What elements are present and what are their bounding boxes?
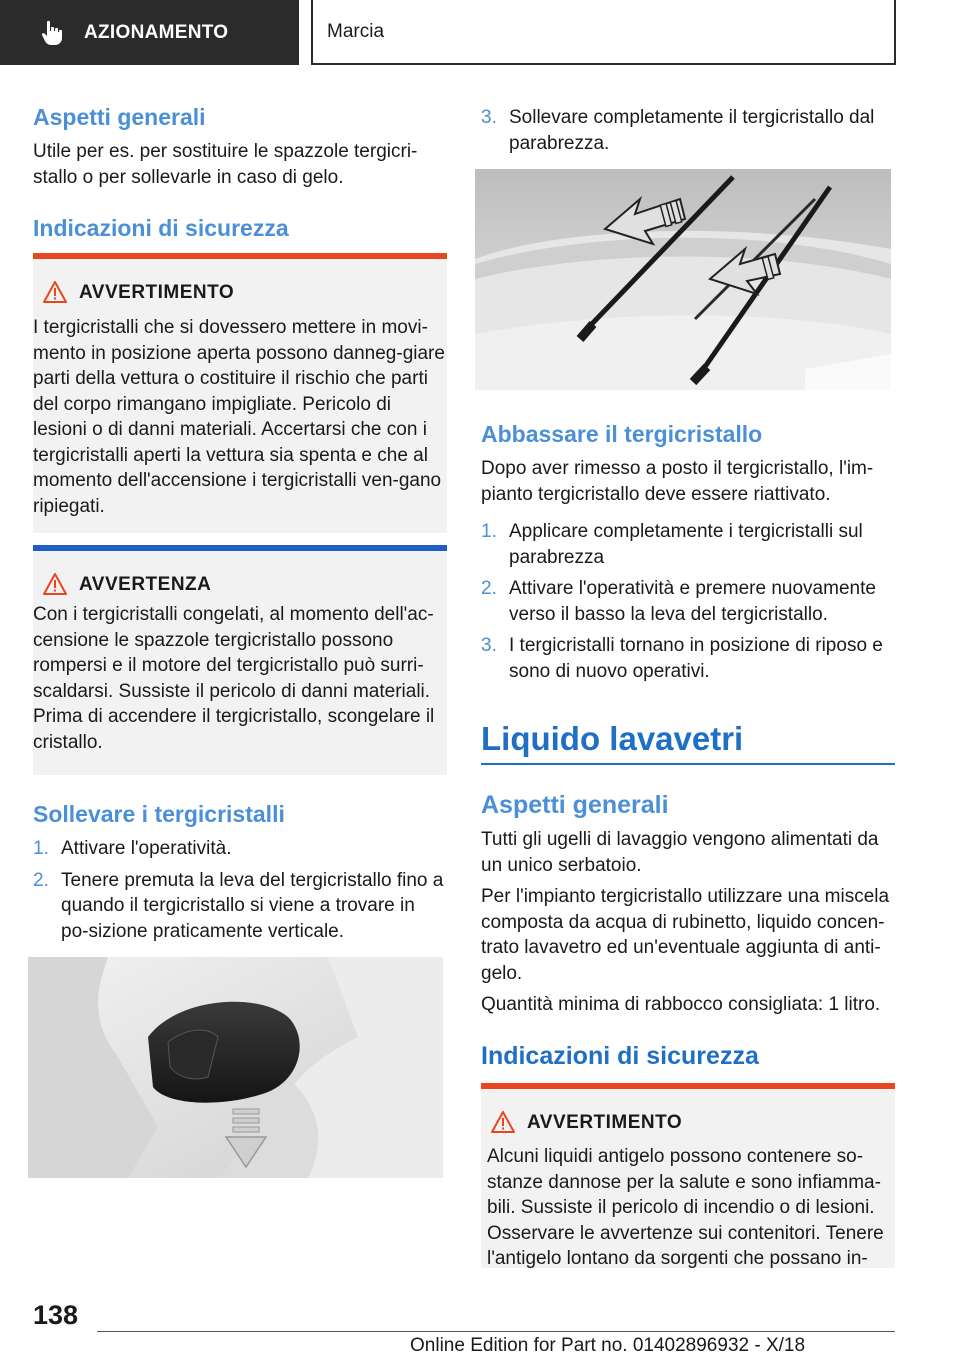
lower-steps	[481, 519, 895, 690]
fluid-text-3: Quantità minima di rabbocco consigliata: 1 litro.	[481, 994, 881, 1015]
list-item: 1. Applicare completamente i tergicristalli sul parabrezza	[481, 521, 863, 568]
chapter-header	[311, 0, 896, 65]
list-item: 2. Tenere premuta la leva del tergicristallo fino a quando il tergicristallo si viene a trovare in po-sizione praticamente verticale.	[33, 869, 444, 942]
fluid-safety-heading: Indicazioni di sicurezza	[481, 1042, 759, 1070]
warning-bar	[481, 1083, 895, 1089]
fluid-text-1: Tutti gli ugelli di lavaggio vengono alimentati da un unico serbatoio.	[481, 829, 879, 876]
lower-heading: Abbassare il tergicristallo	[481, 421, 763, 447]
general-text: Utile per es. per sostituire le spazzole tergicri-stallo o per sollevarle in caso di gelo.	[33, 141, 418, 188]
warning-box-1	[33, 253, 447, 533]
list-item: 3. Sollevare completamente il tergicristallo dal parabrezza.	[481, 107, 875, 154]
safety-heading: Indicazioni di sicurezza	[33, 215, 289, 241]
lift-steps-continued	[481, 105, 895, 162]
chapter-title: Marcia	[327, 20, 385, 42]
fluid-general-heading: Aspetti generali	[481, 791, 669, 819]
fluid-heading: Liquido lavavetri	[481, 720, 744, 757]
section-tab	[0, 0, 299, 65]
fluid-text-2: Per l'impianto tergicristallo utilizzare una miscela composta da acqua di rubinetto, liquido concen-trato lavavetro ed un'eventuale aggiunta di anti-gelo.	[481, 886, 890, 984]
warning-triangle-icon	[43, 281, 67, 303]
notice-bar	[33, 545, 447, 551]
notice-text: Con i tergicristalli congelati, al momento dell'ac-censione le spazzole tergicristallo possono rompersi e il motore del tergicristallo può surri-scaldarsi. Sussiste il pericolo di danni materiali. Prima di accendere il tergicristallo, scongelare il cristallo.	[33, 604, 435, 753]
general-heading: Aspetti generali	[33, 104, 206, 130]
lift-steps	[33, 836, 447, 950]
warning-bar	[33, 253, 447, 259]
list-item: 3. I tergicristalli tornano in posizione di riposo e sono di nuovo operativi.	[481, 635, 883, 682]
warning-box-2	[33, 545, 447, 775]
footer-edition: Online Edition for Part no. 01402896932 - X/18	[410, 1335, 806, 1356]
wiper-lever-illustration	[28, 957, 443, 1178]
warning-text: I tergicristalli che si dovessero mettere in movi-mento in posizione aperta possono danneg-giare parti della vettura o costituire il rischio che parti del corpo rimangano impigliate. Pericolo di lesioni o di danni materiali. Accertarsi che con i tergicristalli aperti la vettura sia spenta e che al momento dell'accensione i tergicristalli ven-gano ripiegati.	[33, 317, 445, 517]
footer-rule	[97, 1331, 895, 1332]
page-number: 138	[33, 1300, 79, 1330]
section-title: AZIONAMENTO	[84, 21, 229, 43]
list-item: 1. Attivare l'operatività.	[33, 838, 232, 859]
warning-box-3	[481, 1083, 895, 1268]
warning-label: AVVERTIMENTO	[527, 1112, 683, 1133]
warning-text: Alcuni liquidi antigelo possono contenere so-stanze dannose per la salute e sono infiamma-bili. Sussiste il pericolo di incendio o di lesioni. Osservare le avvertenze sui contenitori. Tenere l'antigelo lontano da sorgenti che possano in-	[487, 1146, 884, 1269]
lift-heading: Sollevare i tergicristalli	[33, 801, 285, 827]
warning-triangle-icon	[43, 573, 67, 595]
heading-rule	[481, 763, 895, 765]
warning-label: AVVERTIMENTO	[79, 282, 235, 303]
list-item: 2. Attivare l'operatività e premere nuovamente verso il basso la leva del tergicristallo.	[481, 578, 876, 625]
windshield-wiper-illustration	[475, 169, 891, 390]
lower-text: Dopo aver rimesso a posto il tergicristallo, l'im-pianto tergicristallo deve essere riattivato.	[481, 458, 874, 505]
hand-pointer-icon	[40, 20, 64, 46]
warning-triangle-icon	[491, 1111, 515, 1133]
notice-label: AVVERTENZA	[79, 574, 212, 595]
